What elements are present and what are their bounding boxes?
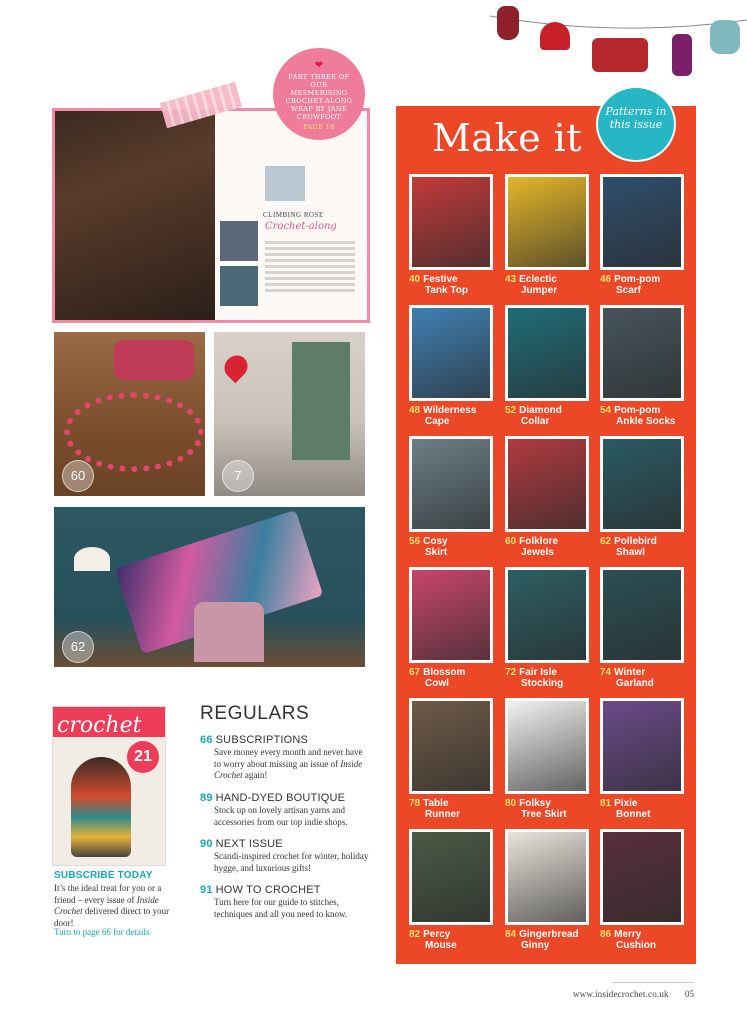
subscribe-link[interactable]: Turn to page 66 for details — [54, 927, 150, 937]
regular-name: HOW TO CROCHET — [215, 884, 321, 896]
magazine-cover[interactable] — [52, 706, 166, 866]
pattern-name-line1: Pom-pom — [614, 274, 661, 285]
pattern-name-line2: Garland — [616, 678, 654, 689]
pattern-photo — [600, 305, 684, 401]
jumper-ornament — [592, 38, 648, 72]
pattern-label — [409, 667, 505, 689]
pattern-name-line1: Diamond — [519, 405, 562, 416]
pattern-page: 54 — [600, 405, 612, 416]
pattern-page: 82 — [409, 929, 421, 940]
pattern-name-line2: Stocking — [521, 678, 564, 689]
pattern-photo — [600, 567, 684, 663]
pattern-name-line2: Skirt — [425, 547, 448, 558]
regular-page: 66 — [200, 734, 213, 746]
pattern-page: 43 — [505, 274, 517, 285]
pattern-page: 67 — [409, 667, 421, 678]
mini-title: Crochet-along — [265, 221, 337, 232]
regular-desc: Turn here for our guide to stitches, techniques and all you need to know. — [214, 897, 348, 919]
pattern-photo — [600, 698, 684, 794]
pattern-name-line1: Folksy — [519, 798, 551, 809]
crochet-along-callout[interactable] — [273, 48, 365, 140]
cover-issue-number: 21 — [127, 741, 159, 773]
pattern-name-line2: Jewels — [521, 547, 554, 558]
panel-title: Make it — [432, 116, 583, 160]
pattern-name-line1: Merry — [614, 929, 642, 940]
pattern-photo — [505, 436, 589, 532]
regular-heading — [200, 884, 370, 896]
pattern-name-line1: Folklore — [519, 536, 559, 547]
cover-model — [71, 757, 131, 857]
pattern-name-line1: Cosy — [423, 536, 448, 547]
photo-pollebird-shawl[interactable] — [52, 505, 367, 669]
pattern-photo — [505, 174, 589, 270]
feature-photo-crochet-along — [52, 108, 370, 323]
pattern-label — [505, 536, 601, 558]
patterns-badge: Patterns in this issue — [596, 86, 676, 162]
pattern-name-line2: Scarf — [616, 285, 642, 296]
pattern-photo — [409, 436, 493, 532]
pattern-name-line1: Fair Isle — [519, 667, 557, 678]
pattern-name-line2: Cape — [425, 416, 450, 427]
pattern-name-line2: Ginny — [521, 940, 550, 951]
pattern-label — [600, 405, 696, 427]
pattern-name-line2: Bonnet — [616, 809, 651, 820]
pattern-photo — [409, 698, 493, 794]
regulars-title: REGULARS — [200, 703, 310, 724]
pattern-label — [409, 798, 505, 820]
regular-item[interactable] — [200, 838, 370, 874]
subscribe-heading: SUBSCRIBE TODAY — [54, 870, 153, 881]
pattern-label — [409, 929, 505, 951]
pattern-label — [505, 929, 601, 951]
pattern-photo — [409, 829, 493, 925]
pattern-name-line1: Percy — [423, 929, 451, 940]
pattern-photo — [505, 698, 589, 794]
pattern-label — [409, 405, 505, 427]
pattern-name-line2: Shawl — [616, 547, 645, 558]
pattern-photo — [505, 829, 589, 925]
pattern-name-line1: Pom-pom — [614, 405, 661, 416]
pattern-name-line1: Table — [423, 798, 449, 809]
pattern-name-line1: Blossom — [423, 667, 466, 678]
pattern-photo — [409, 567, 493, 663]
pattern-name-line2: Ankle Socks — [616, 416, 676, 427]
pattern-page: 62 — [600, 536, 612, 547]
pattern-page: 86 — [600, 929, 612, 940]
heart-icon: ❤ — [314, 60, 324, 71]
regular-name: SUBSCRIPTIONS — [215, 734, 309, 746]
pattern-name-line2: Tank Top — [425, 285, 468, 296]
pattern-name-line1: Eclectic — [519, 274, 557, 285]
pattern-label — [505, 274, 601, 296]
pattern-name-line2: Cushion — [616, 940, 656, 951]
footer-rule — [612, 982, 694, 983]
pattern-page: 72 — [505, 667, 517, 678]
pattern-label — [505, 798, 601, 820]
text-lines — [265, 241, 355, 295]
pattern-name-line1: Pixie — [614, 798, 638, 809]
regular-heading — [200, 838, 370, 850]
pattern-name-line1: Festive — [423, 274, 458, 285]
pattern-page: 78 — [409, 798, 421, 809]
regular-name: NEXT ISSUE — [215, 838, 283, 850]
pattern-label — [600, 929, 696, 951]
photo-street-scene[interactable] — [212, 330, 367, 498]
pattern-name-line1: Winter — [614, 667, 646, 678]
page-badge: 7 — [222, 460, 254, 492]
pattern-name-line2: Jumper — [521, 285, 558, 296]
regular-heading — [200, 792, 370, 804]
photo-folklore-jewels[interactable] — [52, 330, 207, 498]
mitten-ornament-blue — [710, 20, 740, 54]
pattern-page: 46 — [600, 274, 612, 285]
pattern-photo — [409, 174, 493, 270]
pattern-name-line2: Cowl — [425, 678, 449, 689]
page-number: 05 — [685, 989, 694, 999]
callout-text: PART THREE OF OUR MESMERISING CROCHET-ALONG WRAP BY JANE CROWFOOT — [285, 73, 353, 121]
cover-title: crochet — [57, 713, 142, 738]
pattern-name-line2: Mouse — [425, 940, 457, 951]
hat-ornament — [540, 22, 570, 50]
pattern-page: 40 — [409, 274, 421, 285]
regular-page: 91 — [200, 884, 213, 896]
pattern-page: 81 — [600, 798, 612, 809]
pattern-photo — [505, 305, 589, 401]
pattern-photo — [600, 174, 684, 270]
pattern-name-line1: Wilderness — [423, 405, 477, 416]
pattern-page: 74 — [600, 667, 612, 678]
regular-page: 89 — [200, 792, 213, 804]
regular-item[interactable] — [200, 792, 370, 828]
pattern-page: 56 — [409, 536, 421, 547]
page-badge: 60 — [62, 460, 94, 492]
pattern-label — [600, 536, 696, 558]
regular-name: HAND-DYED BOUTIQUE — [215, 792, 346, 804]
feature-photo-spread — [215, 111, 367, 320]
pattern-label — [409, 274, 505, 296]
pattern-photo — [600, 436, 684, 532]
regular-heading — [200, 734, 370, 746]
regular-page: 90 — [200, 838, 213, 850]
pattern-label — [505, 405, 601, 427]
pattern-page: 80 — [505, 798, 517, 809]
pattern-name-line2: Tree Skirt — [521, 809, 567, 820]
pattern-photo — [505, 567, 589, 663]
regular-desc: Stock up on lovely artisan yarns and accessories from our top indie shops. — [214, 805, 348, 827]
regular-desc: Save money every month and never have to worry about missing an issue of Inside Crochet again! — [214, 747, 363, 780]
page-badge: 62 — [62, 631, 94, 663]
pattern-photo — [600, 829, 684, 925]
feature-photo-model — [55, 111, 215, 320]
mitten-ornament — [497, 6, 519, 40]
pattern-page: 60 — [505, 536, 517, 547]
subscribe-text: It’s the ideal treat for you or a friend – every issue of Inside Crochet delivered direct to your door! — [54, 883, 170, 928]
regular-item[interactable] — [200, 734, 370, 782]
mini-heading: CLIMBING ROSE — [263, 211, 324, 219]
pattern-name-line1: Pollebird — [614, 536, 657, 547]
pattern-name-line2: Runner — [425, 809, 460, 820]
regular-desc: Scandi-inspired crochet for winter, holiday hygge, and luxurious gifts! — [214, 851, 369, 873]
pattern-page: 84 — [505, 929, 517, 940]
pattern-label — [600, 798, 696, 820]
pattern-photo — [409, 305, 493, 401]
pattern-label — [505, 667, 601, 689]
regular-item[interactable] — [200, 884, 370, 920]
pattern-label — [600, 274, 696, 296]
pattern-page: 52 — [505, 405, 517, 416]
footer-url[interactable]: www.insidecrochet.co.uk — [573, 989, 669, 999]
callout-page: PAGE 18 — [303, 123, 335, 131]
pattern-label — [600, 667, 696, 689]
pattern-name-line1: Gingerbread — [519, 929, 579, 940]
stocking-ornament — [672, 34, 692, 76]
pattern-name-line2: Collar — [521, 416, 550, 427]
pattern-page: 48 — [409, 405, 421, 416]
pattern-label — [409, 536, 505, 558]
